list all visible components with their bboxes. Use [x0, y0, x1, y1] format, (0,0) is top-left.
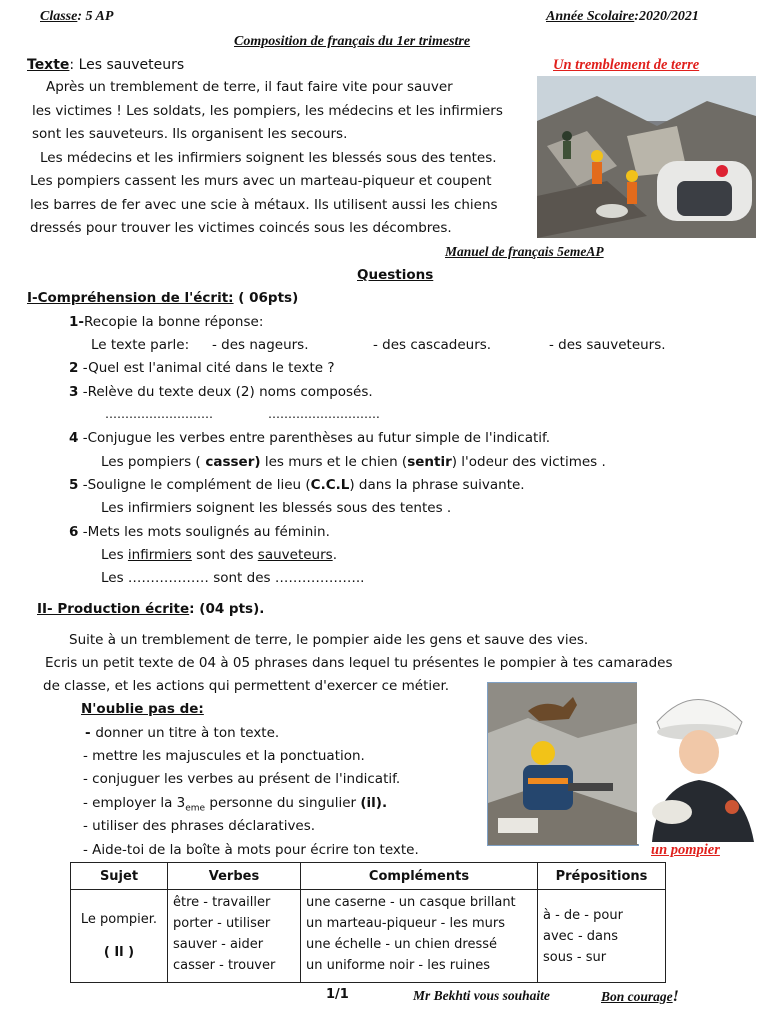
complement-pair: un uniforme noir - les ruines — [306, 958, 490, 973]
sujet-word: Le pompier. — [80, 912, 158, 927]
part2-instruction: Ecris un petit texte de 04 à 05 phrases dans lequel tu présentes le pompier à tes camarades — [45, 655, 673, 671]
reminder-item: - utiliser des phrases déclaratives. — [83, 818, 316, 834]
complement-pair: une caserne - un casque brillant — [306, 895, 516, 910]
earthquake-image — [537, 76, 756, 238]
sentence-part: . — [332, 547, 337, 563]
reminder-item — [83, 795, 387, 814]
reminder-title: N'oublie pas de: — [81, 701, 204, 717]
underlined-word: sauveteurs — [257, 547, 333, 563]
part1-points: ( 06pts) — [233, 290, 299, 306]
part2-title-text: II- Production écrite — [37, 601, 190, 617]
bon-courage: Bon courage — [601, 989, 673, 1004]
verb-pair: porter - utiliser — [173, 916, 271, 931]
sentence-part: les murs et le chien ( — [260, 454, 408, 470]
sujet-pronoun: ( Il ) — [103, 945, 135, 960]
question-text: -Relève du texte deux (2) noms composés. — [78, 384, 373, 400]
text-line: sont les sauveteurs. Ils organisent les secours. — [32, 126, 348, 142]
verb-sentir: sentir — [407, 454, 452, 470]
text-title: : Les sauveteurs — [69, 57, 185, 73]
q1-option: - des cascadeurs. — [373, 337, 492, 353]
q4-sentence — [101, 454, 606, 470]
reminder-item: - mettre les majuscules et la ponctuation. — [83, 748, 365, 764]
text-paragraph — [30, 76, 535, 241]
complement-pair: un marteau-piqueur - les murs — [306, 916, 506, 931]
answer-blank: ………………………. — [268, 407, 380, 421]
question-text: -Mets les mots soulignés au féminin. — [78, 524, 330, 540]
question-2 — [69, 360, 335, 376]
text-line: dressés pour trouver les victimes coincés sous les décombres. — [30, 220, 452, 236]
question-6 — [69, 524, 330, 540]
sentence-part: sont des — [191, 547, 258, 563]
exam-title: Composition de français du 1er trimestre — [234, 34, 471, 49]
sujet-cell — [71, 890, 168, 983]
column-header: Prépositions — [538, 863, 666, 890]
question-text: ) dans la phrase suivante. — [349, 477, 525, 493]
part2-intro: Suite à un tremblement de terre, le pompier aide les gens et sauve des vies. — [69, 632, 589, 648]
reminder-text: personne du singulier — [205, 795, 361, 811]
q1-option: - des sauveteurs. — [549, 337, 666, 353]
q5-sentence: Les infirmiers soignent les blessés sous des tentes . — [101, 500, 452, 516]
reminder-item: - conjuguer les verbes au présent de l'indicatif. — [83, 771, 401, 787]
sentence-part: Les pompiers ( — [101, 454, 201, 470]
question-text: Recopie la bonne réponse: — [84, 314, 264, 330]
earthquake-caption: Un tremblement de terre — [553, 57, 700, 73]
class-value: : 5 AP — [77, 9, 114, 24]
pronoun-il: (il). — [360, 795, 388, 811]
question-text: -Souligne le complément de lieu ( — [78, 477, 311, 493]
complements-cell — [301, 890, 538, 983]
q1-option: - des nageurs. — [212, 337, 309, 353]
prepositions-cell — [538, 890, 666, 983]
underlined-word: infirmiers — [127, 547, 192, 563]
year-label: Année Scolaire — [546, 9, 635, 24]
question-1 — [69, 314, 263, 330]
question-number: 2 — [69, 360, 79, 376]
preposition-group: sous - sur — [543, 949, 607, 965]
column-header: Sujet — [71, 863, 168, 890]
reminder-item: - Aide-toi de la boîte à mots pour écrire ton texte. — [83, 842, 419, 858]
table-row — [71, 890, 666, 983]
bullet-dash: - — [85, 725, 96, 741]
preposition-group: à - de - pour — [543, 907, 623, 923]
class-info — [40, 9, 113, 25]
verb-pair: sauver - aider — [173, 937, 264, 952]
verb-pair: casser - trouver — [173, 958, 276, 973]
sentence-part: ) l'odeur des victimes . — [451, 454, 606, 470]
reminder-text: donner un titre à ton texte. — [95, 725, 280, 741]
footer-wish — [601, 988, 679, 1006]
exclamation: ! — [672, 988, 679, 1005]
part2-title — [37, 601, 264, 617]
text-heading — [27, 57, 184, 73]
q6-sentence — [101, 547, 337, 563]
verb-casser: casser) — [200, 454, 261, 470]
part2-points: : (04 pts). — [189, 601, 265, 617]
class-label: Classe — [40, 9, 78, 24]
column-header: Verbes — [168, 863, 301, 890]
question-number: 4 — [69, 430, 79, 446]
year-value: :2020/2021 — [634, 9, 699, 24]
questions-title: Questions — [357, 267, 434, 283]
firefighter-portrait-image — [637, 682, 759, 844]
text-line: Les pompiers cassent les murs avec un marteau-piqueur et coupent — [30, 173, 492, 189]
q1-stem: Le texte parle: — [91, 337, 190, 353]
column-header: Compléments — [301, 863, 538, 890]
text-source: Manuel de français 5emeAP — [445, 244, 604, 259]
text-line: les victimes ! Les soldats, les pompiers, les médecins et les infirmiers — [32, 102, 503, 119]
part1-title — [27, 290, 298, 306]
question-3 — [69, 384, 373, 400]
sentence-part: Les — [101, 547, 128, 563]
reminder-text: - employer la 3 — [83, 795, 186, 811]
ccl-abbrev: C.C.L — [310, 477, 350, 493]
table-header-row — [71, 863, 666, 890]
part2-instruction: de classe, et les actions qui permettent d'exercer ce métier. — [43, 678, 450, 694]
question-number: 1- — [69, 314, 84, 330]
text-line: les barres de fer avec une scie à métaux. Ils utilisent aussi les chiens — [30, 196, 498, 213]
school-year — [546, 9, 699, 25]
firefighter-rescue-image — [487, 682, 639, 846]
page-number: 1/1 — [326, 987, 349, 1002]
question-5 — [69, 477, 525, 493]
question-number: 3 — [69, 384, 79, 400]
verb-pair: être - travailler — [173, 895, 271, 910]
question-text: -Quel est l'animal cité dans le texte ? — [78, 360, 335, 376]
question-4 — [69, 430, 550, 446]
text-line: Après un tremblement de terre, il faut faire vite pour sauver — [46, 79, 453, 95]
question-number: 6 — [69, 524, 79, 540]
part1-title-text: I-Compréhension de l'écrit: — [27, 290, 234, 306]
question-number: 5 — [69, 477, 79, 493]
preposition-group: avec - dans — [543, 928, 618, 944]
answer-blank: ……………………… — [105, 407, 213, 421]
firefighter-caption: un pompier — [651, 842, 720, 858]
word-box-table — [70, 862, 666, 983]
complement-pair: une échelle - un chien dressé — [306, 937, 498, 952]
verbes-cell — [168, 890, 301, 983]
footer-sign: Mr Bekhti vous souhaite — [413, 988, 550, 1003]
text-label: Texte — [27, 57, 70, 73]
text-line: Les médecins et les infirmiers soignent les blessés sous des tentes. — [40, 149, 497, 166]
reminder-item — [85, 725, 279, 741]
q6-answer: Les ……………… sont des ……………….. — [101, 570, 365, 586]
question-text: -Conjugue les verbes entre parenthèses au futur simple de l'indicatif. — [78, 430, 551, 446]
ordinal-suffix: eme — [185, 803, 206, 814]
